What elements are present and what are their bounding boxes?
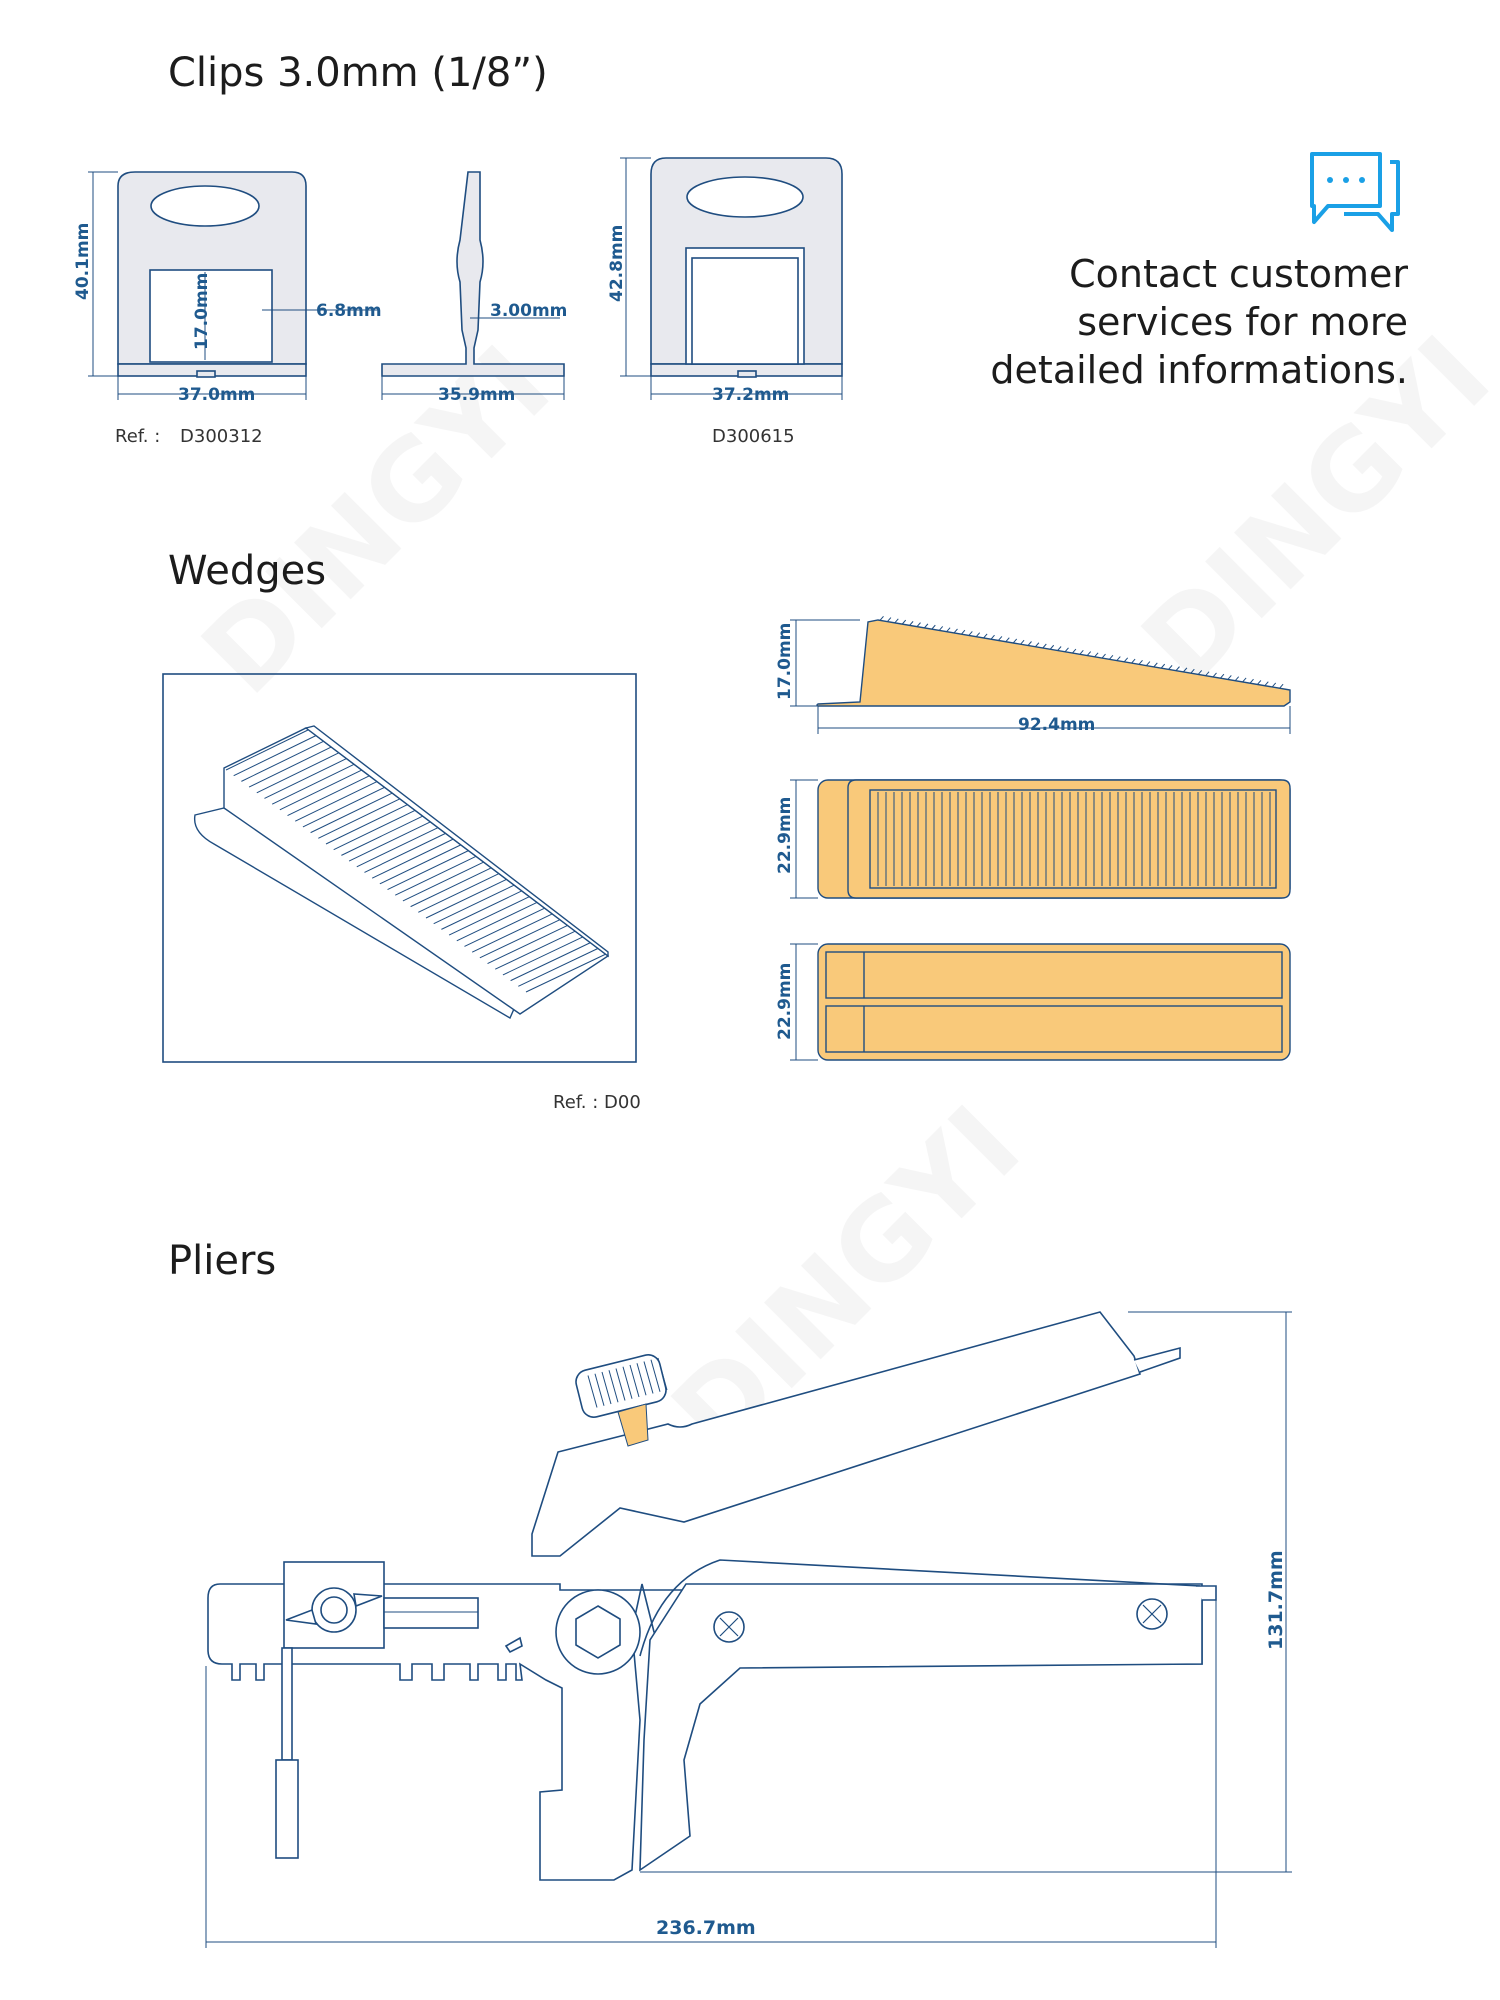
chat-bubbles-icon: [1312, 154, 1398, 230]
watermark-2: [1118, 312, 1500, 709]
tooth-line: [1050, 645, 1054, 649]
tooth-line: [1265, 682, 1269, 686]
clip-2-width-label: 37.2mm: [712, 385, 790, 405]
tooth-line: [1161, 664, 1165, 668]
wedge-iso-view: [195, 726, 608, 1018]
tooth-line: [887, 618, 891, 622]
tooth-line: [976, 633, 980, 637]
wedges-title: Wedges: [168, 548, 327, 594]
tooth-line: [1043, 644, 1047, 648]
tooth-line: [1146, 662, 1150, 666]
tooth-line: [1065, 648, 1069, 652]
tooth-line: [1117, 657, 1121, 661]
tooth-line: [1058, 647, 1062, 651]
wedge-top-view: [818, 780, 1290, 898]
tooth-line: [924, 624, 928, 628]
ref-code-1: D300312: [180, 426, 263, 447]
tooth-line: [1095, 653, 1099, 657]
clip-profile-width-label: 35.9mm: [438, 385, 516, 405]
tooth-line: [1028, 641, 1032, 645]
tooth-line: [1132, 659, 1136, 663]
clip-1-window-height-label: 17.0mm: [192, 272, 212, 350]
clip-ref-2: D300615: [712, 426, 795, 447]
tooth-line: [1080, 650, 1084, 654]
tooth-line: [1013, 639, 1017, 643]
tooth-line: [1250, 679, 1254, 683]
clip-1-front-view: [118, 172, 380, 377]
tooth-line: [910, 621, 914, 625]
tooth-line: [1021, 640, 1025, 644]
tooth-line: [1280, 684, 1284, 688]
contact-line-1: Contact customer: [1069, 252, 1408, 296]
tooth-line: [880, 616, 884, 620]
tooth-line: [961, 630, 965, 634]
wedge-side-height-label: 17.0mm: [775, 622, 795, 700]
tooth-line: [991, 635, 995, 639]
tooth-line: [917, 623, 921, 627]
clip-1-width-label: 37.0mm: [178, 385, 256, 405]
tooth-line: [1087, 652, 1091, 656]
watermark-1: [178, 322, 575, 719]
tooth-line: [902, 620, 906, 624]
tooth-line: [1124, 658, 1128, 662]
tooth-line: [939, 626, 943, 630]
clip-1-height-label: 40.1mm: [73, 222, 93, 300]
wedge-top-width-label: 22.9mm: [775, 796, 795, 874]
pliers-length-label: 236.7mm: [656, 1917, 756, 1939]
tooth-line: [969, 631, 973, 635]
clip-2-front-view: [651, 158, 842, 377]
tooth-line: [1154, 663, 1158, 667]
ref-label: Ref. :: [115, 426, 161, 447]
tooth-line: [1257, 680, 1261, 684]
tooth-line: [1102, 654, 1106, 658]
wedge-side-length-label: 92.4mm: [1018, 715, 1096, 735]
tooth-line: [998, 636, 1002, 640]
clip-profile-view: [382, 172, 564, 376]
clip-1-offset-label: 6.8mm: [316, 301, 382, 321]
clip-2-height-label: 42.8mm: [607, 224, 627, 302]
contact-line-3: detailed informations.: [990, 348, 1408, 392]
tooth-line: [1006, 638, 1010, 642]
tooth-line: [1072, 649, 1076, 653]
tooth-line: [984, 634, 988, 638]
tooth-line: [1272, 683, 1276, 687]
clips-title: Clips 3.0mm (1/8”): [168, 50, 548, 96]
wedge-bottom-width-label: 22.9mm: [775, 962, 795, 1040]
tooth-line: [895, 619, 899, 623]
tooth-line: [954, 629, 958, 633]
pliers-title: Pliers: [168, 1238, 277, 1284]
tooth-line: [1243, 678, 1247, 682]
tooth-line: [1035, 643, 1039, 647]
pliers-height-label: 131.7mm: [1265, 1550, 1287, 1650]
wedge-ref: Ref. : D00: [553, 1092, 641, 1113]
clip-profile-thickness-label: 3.00mm: [490, 301, 568, 321]
wedge-bottom-view: [818, 944, 1290, 1060]
tooth-line: [1109, 655, 1113, 659]
tooth-line: [932, 625, 936, 629]
tooth-line: [1139, 660, 1143, 664]
contact-line-2: services for more: [1077, 300, 1408, 344]
tooth-line: [947, 628, 951, 632]
